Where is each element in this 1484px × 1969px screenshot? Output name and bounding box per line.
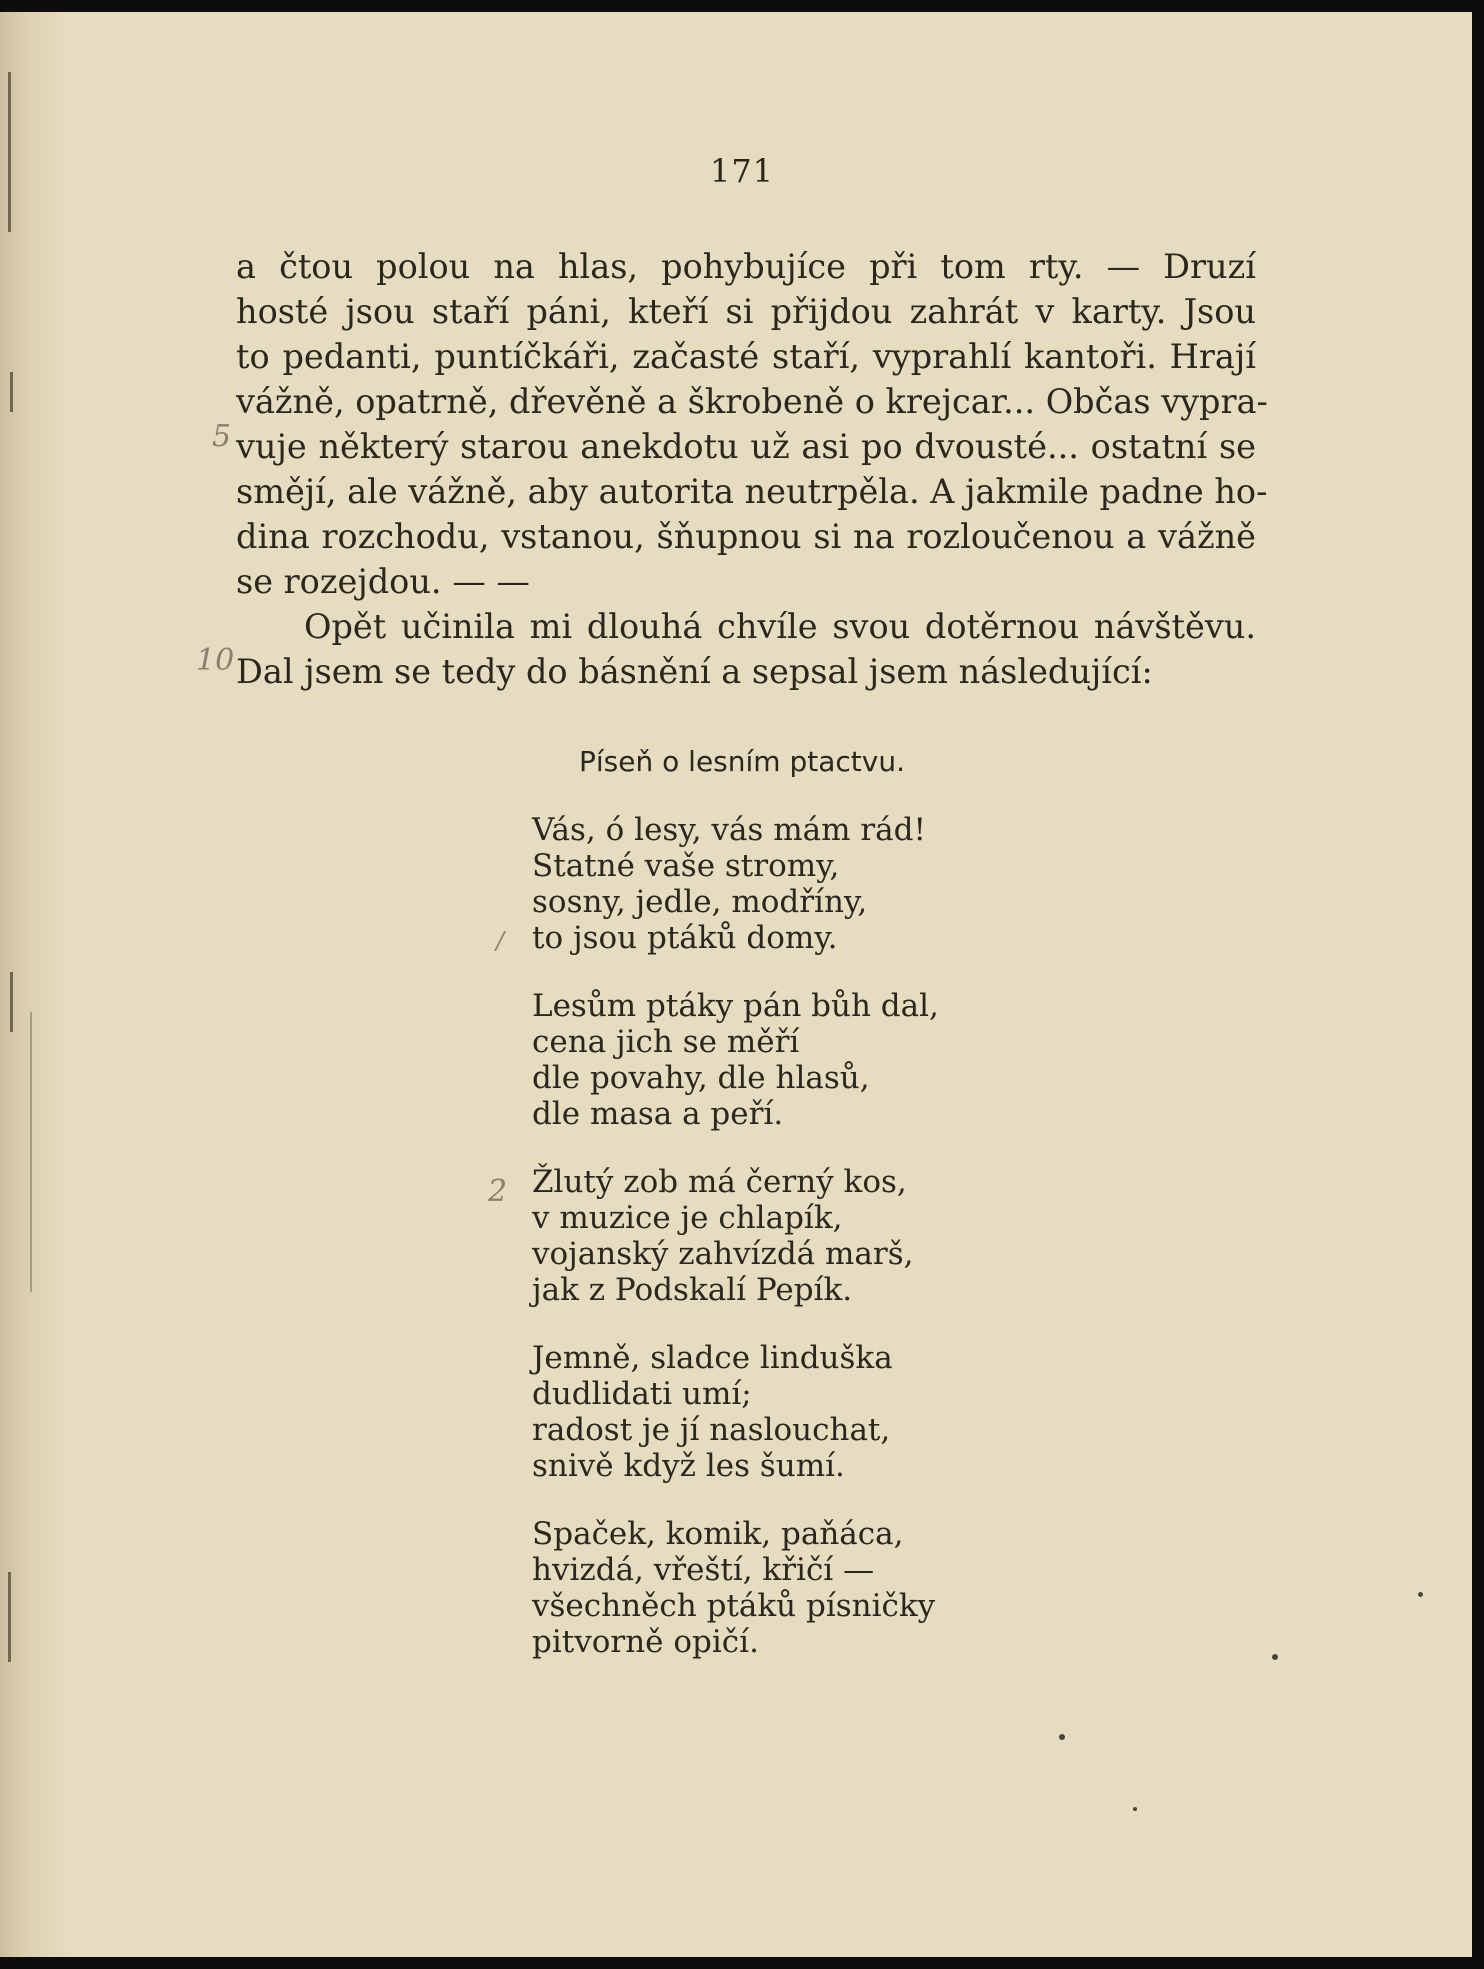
- poem-verse: v muzice je chlapík,: [532, 1200, 843, 1236]
- margin-note: 5: [212, 419, 232, 454]
- paper-speck: [1133, 1807, 1137, 1811]
- poem-verse: Vás, ó lesy, vás mám rád!: [532, 812, 926, 848]
- spine-mark: [8, 1572, 11, 1662]
- prose-line: vážně, opatrně, dřevěně a škrobeně o krejcar... Občas vypra-: [236, 382, 1268, 421]
- poem-verse: dle masa a peří.: [532, 1096, 784, 1132]
- poem-verse: Žlutý zob má černý kos,: [532, 1164, 907, 1200]
- prose-line: Opět učinila mi dlouhá chvíle svou dotěrnou návštěvu.: [304, 607, 1256, 646]
- poem-verse: dudlidati umí;: [532, 1376, 752, 1412]
- paper-speck: [1272, 1654, 1278, 1660]
- book-page: [0, 12, 1472, 1957]
- prose-line: a čtou polou na hlas, pohybujíce při tom rty. — Druzí: [236, 247, 1256, 286]
- prose-line: se rozejdou. — —: [236, 562, 530, 601]
- poem-verse: všechněch ptáků písničky: [532, 1588, 936, 1624]
- poem: [532, 812, 939, 1692]
- prose-line: vuje některý starou anekdotu už asi po dvousté... ostatní se: [236, 427, 1256, 466]
- poem-verse: cena jich se měří: [532, 1024, 800, 1060]
- prose-paragraph: [236, 244, 1268, 694]
- poem-stanza: [532, 988, 939, 1132]
- poem-verse: hvizdá, vřeští, křičí —: [532, 1552, 875, 1588]
- margin-note: 2: [488, 1174, 508, 1209]
- poem-verse: Lesům ptáky pán bůh dal,: [532, 988, 939, 1024]
- poem-stanza: [532, 1516, 939, 1660]
- poem-verse: to jsou ptáků domy.: [532, 920, 838, 956]
- poem-verse: sosny, jedle, modříny,: [532, 884, 868, 920]
- poem-verse: radost je jí naslouchat,: [532, 1412, 891, 1448]
- poem-verse: Spaček, komik, paňáca,: [532, 1516, 904, 1552]
- poem-stanza: [532, 1164, 939, 1308]
- paper-speck: [1059, 1734, 1065, 1740]
- paper-speck: [1418, 1592, 1423, 1597]
- page-number: 171: [709, 152, 775, 190]
- poem-verse: jak z Podskalí Pepík.: [532, 1272, 853, 1308]
- prose-line: Dal jsem se tedy do básnění a sepsal jsem následující:: [236, 652, 1153, 691]
- poem-verse: vojanský zahvízdá marš,: [532, 1236, 914, 1272]
- margin-note: 10: [196, 643, 235, 678]
- margin-note: /: [496, 927, 505, 955]
- prose-line: hosté jsou staří páni, kteří si přijdou zahrát v karty. Jsou: [236, 292, 1256, 331]
- prose-line: to pedanti, puntíčkáři, začasté staří, vyprahlí kantoři. Hrají: [236, 337, 1256, 376]
- spine-mark: [10, 372, 13, 412]
- prose-line: smějí, ale vážně, aby autorita neutrpěla. A jakmile padne ho-: [236, 472, 1268, 511]
- poem-stanza: [532, 1340, 939, 1484]
- poem-verse: snivě když les šumí.: [532, 1448, 845, 1484]
- poem-verse: dle povahy, dle hlasů,: [532, 1060, 870, 1096]
- poem-verse: Statné vaše stromy,: [532, 848, 840, 884]
- poem-verse: pitvorně opičí.: [532, 1624, 759, 1660]
- spine-mark: [10, 972, 13, 1032]
- poem-title: Píseň o lesním ptactvu.: [579, 745, 905, 778]
- poem-stanza: [532, 812, 939, 956]
- poem-verse: Jemně, sladce linduška: [532, 1340, 893, 1376]
- spine-mark: [30, 1012, 32, 1292]
- prose-line: dina rozchodu, vstanou, šňupnou si na rozloučenou a vážně: [236, 517, 1256, 556]
